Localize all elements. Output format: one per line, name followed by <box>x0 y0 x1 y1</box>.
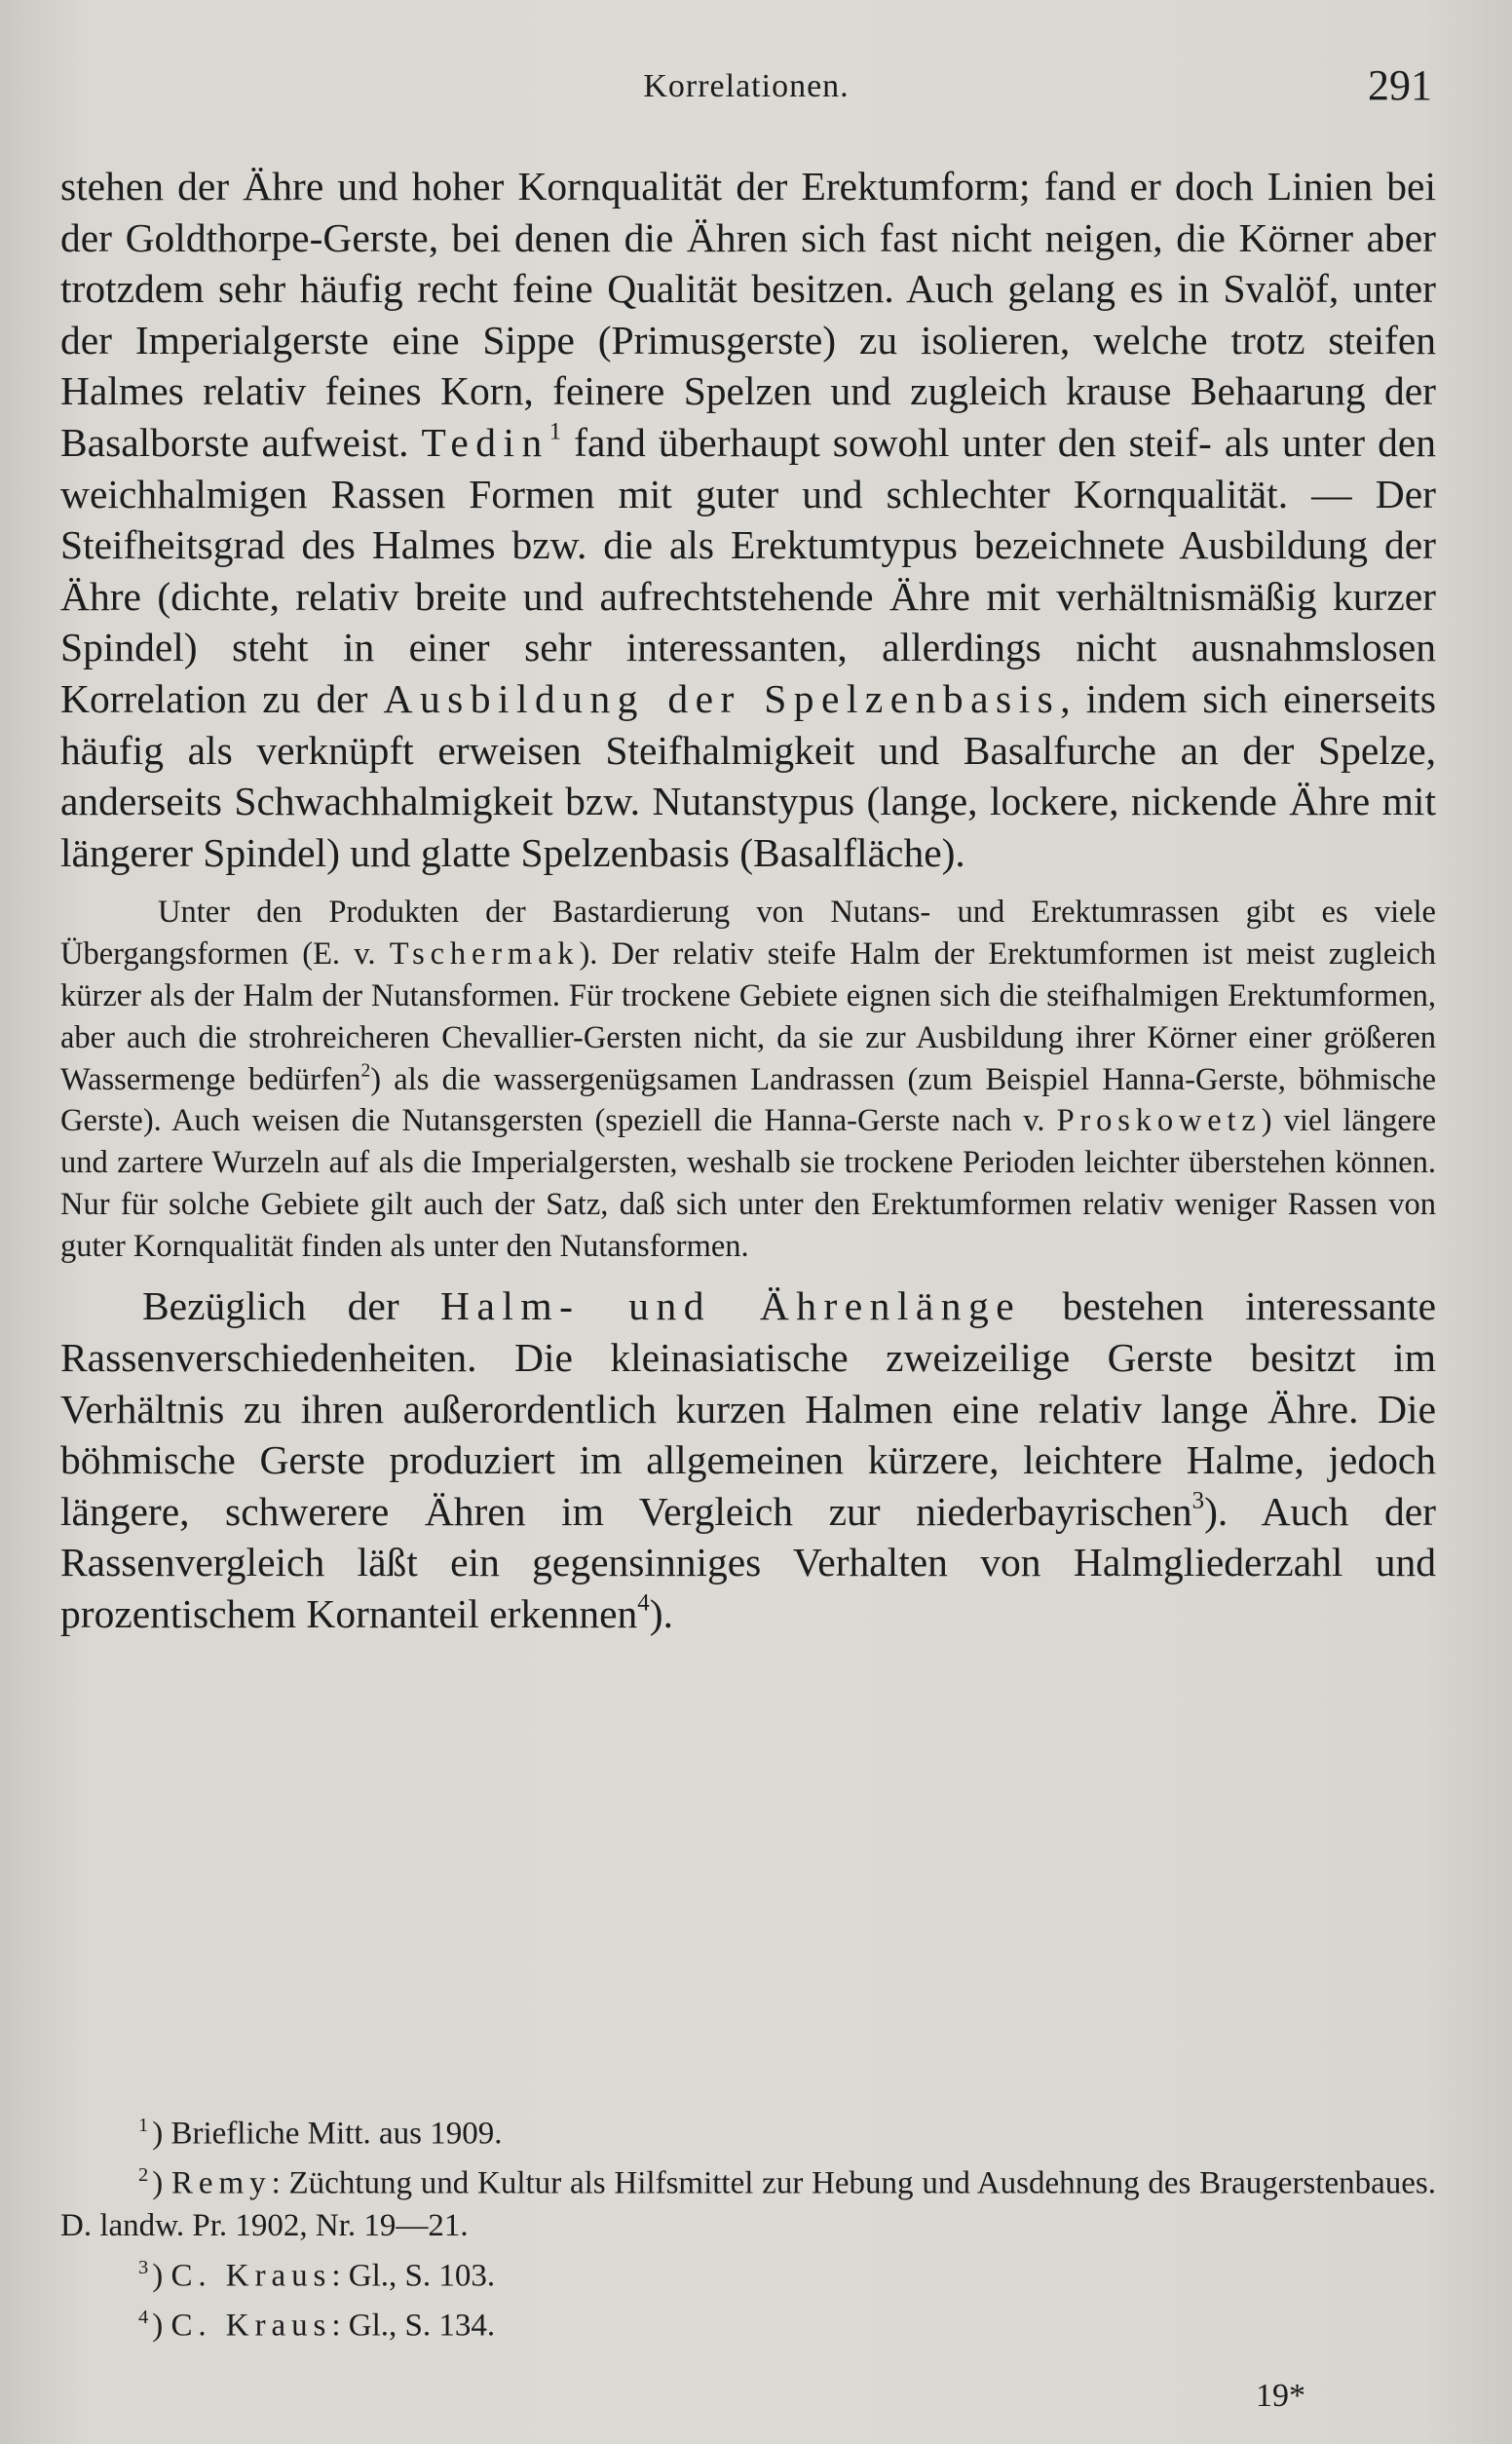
running-head <box>60 60 1432 119</box>
text-run: bestehen interessante Rassenverschiedenheiten. Die kleinasiatische zweizeilige Gerste besitzt im Verhältnis zu ihren außerordentlich kurzen Halmen eine relativ lange Ähre. Die böhmische Gerste produziert im allgemeinen kürzere, leichtere Halme, jedoch längere, schwerere Ähren im Vergleich zur niederbayrischen <box>60 1283 1436 1534</box>
footnote-mark: 3 <box>138 2256 149 2278</box>
author-name: Proskowetz <box>1056 1103 1262 1139</box>
footnote: $^4$ ) C. Kraus: Gl., S. 134. <box>138 2306 496 2344</box>
text-run: fand überhaupt sowohl unter den steif- als unter den weichhalmigen Rassen Formen mit guter und schlechter Kornqualität. — Der Steifheitsgrad des Halmes bzw. die als Erektumtypus bezeichnete Ausbildung der Ähre (dichte, relativ breite und aufrechtstehende Ähre mit verhältnismäßig kurzer Spindel) steht in einer sehr interessanten, allerdings nicht ausnahmslosen Korrelation zu der <box>60 419 1436 721</box>
paragraph-length <box>60 1280 1436 1639</box>
footnotes <box>60 2105 1436 2347</box>
emphasis: Halm- und Ährenlänge <box>440 1283 1022 1329</box>
footnote-text: ) Briefliche Mitt. aus 1909. <box>152 2116 503 2152</box>
footnote-mark: 4 <box>138 2306 149 2328</box>
footnote-mark: 1 <box>138 2115 149 2136</box>
footnote-text: : Gl., S. 103. <box>331 2257 496 2293</box>
footnote-mark: 2 <box>138 2164 149 2187</box>
footnote-ref: 2 <box>360 1059 371 1081</box>
text-run: Unter den Produkten der Bastardierung von Nutans- und Erektumrassen gibt es viele Übergangsformen (E. v. <box>60 895 1436 973</box>
footnote-author: C. Kraus <box>170 2257 332 2293</box>
emphasis: Ausbildung der Spelzenbasis <box>383 675 1061 721</box>
text-run: ). Der relativ steife Halm der Erektumformen ist meist zugleich kürzer als der Halm der Nutansformen. Für trockene Gebiete eignen sich die steifhalmigen Erektumformen, aber auch die strohreicheren Chevallier-Gersten nicht, da sie zur Ausbildung ihrer Körner einer größeren Wassermenge bedürfen <box>60 936 1436 1097</box>
text-run: ). <box>649 1591 673 1637</box>
running-title: Korrelationen. <box>643 68 850 104</box>
footnote-ref: 4 <box>637 1589 650 1617</box>
footnote-author: C. Kraus <box>170 2308 332 2344</box>
author-name: Tedin <box>421 419 549 465</box>
text-run: Bezüglich der <box>142 1283 441 1329</box>
footnote-author: Remy <box>170 2165 272 2201</box>
text-run: ) als die wassergenügsamen Landrassen (zum Beispiel Hanna-Gerste, böhmische Gerste). Auch weisen die Nutansgersten (speziell die Hanna-Gerste nach v. <box>60 1061 1436 1139</box>
footnote-ref: 3 <box>1191 1487 1205 1514</box>
footnote: $^3$ ) C. Kraus: Gl., S. 103. <box>138 2256 496 2293</box>
text-run: stehen der Ähre und hoher Kornqualität der Erektumform; fand er doch Linien bei der Goldthorpe-Gerste, bei denen die Ähren sich fast nicht neigen, die Körner aber trotzdem sehr häufig recht feine Qualität besitzen. Auch gelang es in Svalöf, unter der Imperialgerste eine Sippe (Primusgerste) zu isolieren, welche trotz steifen Halmes relativ feines Korn, feinere Spelzen und zugleich krause Behaarung der Basalborste aufweist. <box>60 164 1436 465</box>
text-run: ). Auch der Rassenvergleich läßt ein gegensinniges Verhalten von Halmgliederzahl und prozentischem Kornanteil erkennen <box>60 1488 1436 1637</box>
printer-signature: 19* <box>1256 2378 1305 2414</box>
page-number: 291 <box>1368 61 1432 109</box>
page-body <box>60 161 1436 1640</box>
text-run: , indem sich einerseits häufig als verknüpft erweisen Steifhalmigkeit und Basalfurche an der Spelze, anderseits Schwachhalmigkeit bzw. Nutanstypus (lange, lockere, nickende Ähre mit längerer Spindel) und glatte Spelzenbasis (Basalfläche). <box>60 675 1436 875</box>
author-name: Tschermak <box>389 936 580 973</box>
footnote-text: : Züchtung und Kultur als Hilfsmittel zur Hebung und Ausdehnung des Braugerstenbaues. D. landw. Pr. 1902, Nr. 19—21. <box>60 2165 1436 2243</box>
footnote-ref: 1 <box>548 418 562 445</box>
footnote-text: : Gl., S. 134. <box>331 2308 496 2344</box>
paragraph-correlation <box>60 161 1436 878</box>
footnote <box>60 2105 1436 2155</box>
footnote: $^2$ ) Remy: Züchtung und Kultur als Hilfsmittel zur Hebung und Ausdehnung des Braugerstenbaues. D. landw. Pr. 1902, Nr. 19—21. <box>60 2164 1436 2243</box>
small-print-paragraph <box>60 892 1436 1267</box>
text-run: ) viel längere und zartere Wurzeln auf als die Imperialgersten, weshalb sie trockene Perioden leichter überstehen können. Nur für solche Gebiete gilt auch der Satz, daß sich unter den Erektumformen relativ weniger Rassen von guter Kornqualität finden als unter den Nutansformen. <box>60 1103 1436 1264</box>
